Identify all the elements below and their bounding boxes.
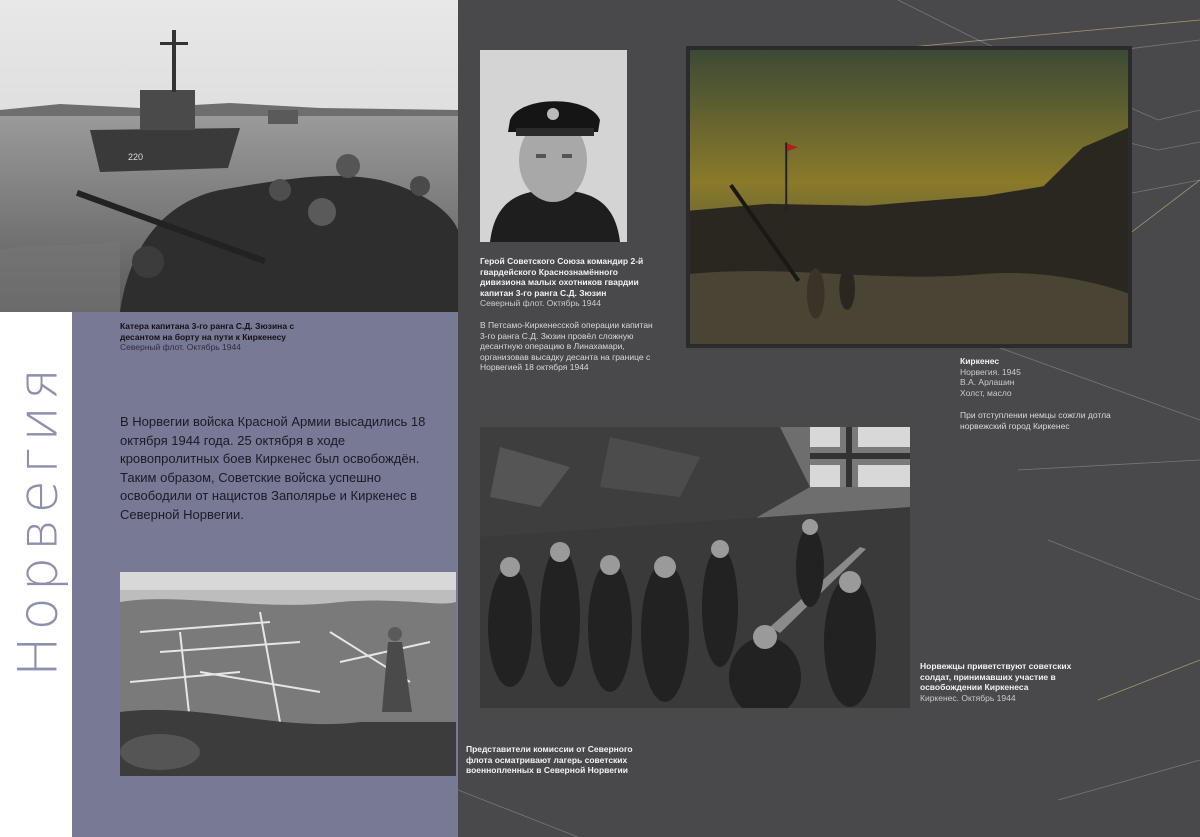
caption-crowd-sub: Киркенес. Октябрь 1944 [920,692,1016,703]
photo-portrait [480,50,627,242]
caption-camp [466,744,651,776]
caption-portrait-sub: Северный флот. Октябрь 1944 [480,298,601,308]
caption-painting-line1: Норвегия. 1945 [960,366,1021,377]
caption-boats-sub: Северный флот. Октябрь 1944 [120,342,241,352]
painting-note: При отступлении немцы сожгли дотла норвежский город Киркенес [960,410,1111,431]
caption-portrait-title: Герой Советского Союза командир 2-й гвардейского Краснознамённого дивизиона малых охотников гвардии капитан 3-го ранга С.Д. Зюзин [480,256,644,298]
page-title: Норвегия [6,362,70,677]
caption-boats [120,321,330,353]
photo-boats [0,0,458,312]
caption-boats-title: Катера капитана 3-го ранга С.Д. Зюзина с десантом на борту на пути к Киркенесу [120,321,295,342]
painting-kirkenes [686,46,1132,348]
caption-painting-title: Киркенес [960,356,1000,366]
caption-painting-line3: Холст, масло [960,387,1012,398]
caption-painting [960,356,1130,398]
caption-painting-line2: В.А. Арлашин [960,377,1015,387]
photo-crowd [480,427,910,708]
portrait-note: В Петсамо-Киркенесской операции капитан 3-го ранга С.Д. Зюзин провёл сложную десантную операцию в Линахамари, организовав высадку десанта на границе с Норвегией 18 октября 1944 [480,320,653,372]
caption-portrait [480,256,660,309]
caption-camp-title: Представители комиссии от Северного флота осматривают лагерь советских военнопленных в Северной Норвегии [466,744,633,775]
main-text: В Норвегии войска Красной Армии высадились 18 октября 1944 года. 25 октября в ходе кровопролитных боев Киркенес был освобождён. Таким образом, Советские войска успешно освободили от нацистов Заполярье и Киркенес в Северной Норвегии. [120,414,426,522]
vertical-title [8,318,68,708]
caption-crowd [920,661,1095,703]
caption-crowd-title: Норвежцы приветствуют советских солдат, принимавших участие в освобождении Киркенеса [920,661,1072,692]
photo-camp [120,572,456,776]
boat-number: 220 [128,152,144,162]
